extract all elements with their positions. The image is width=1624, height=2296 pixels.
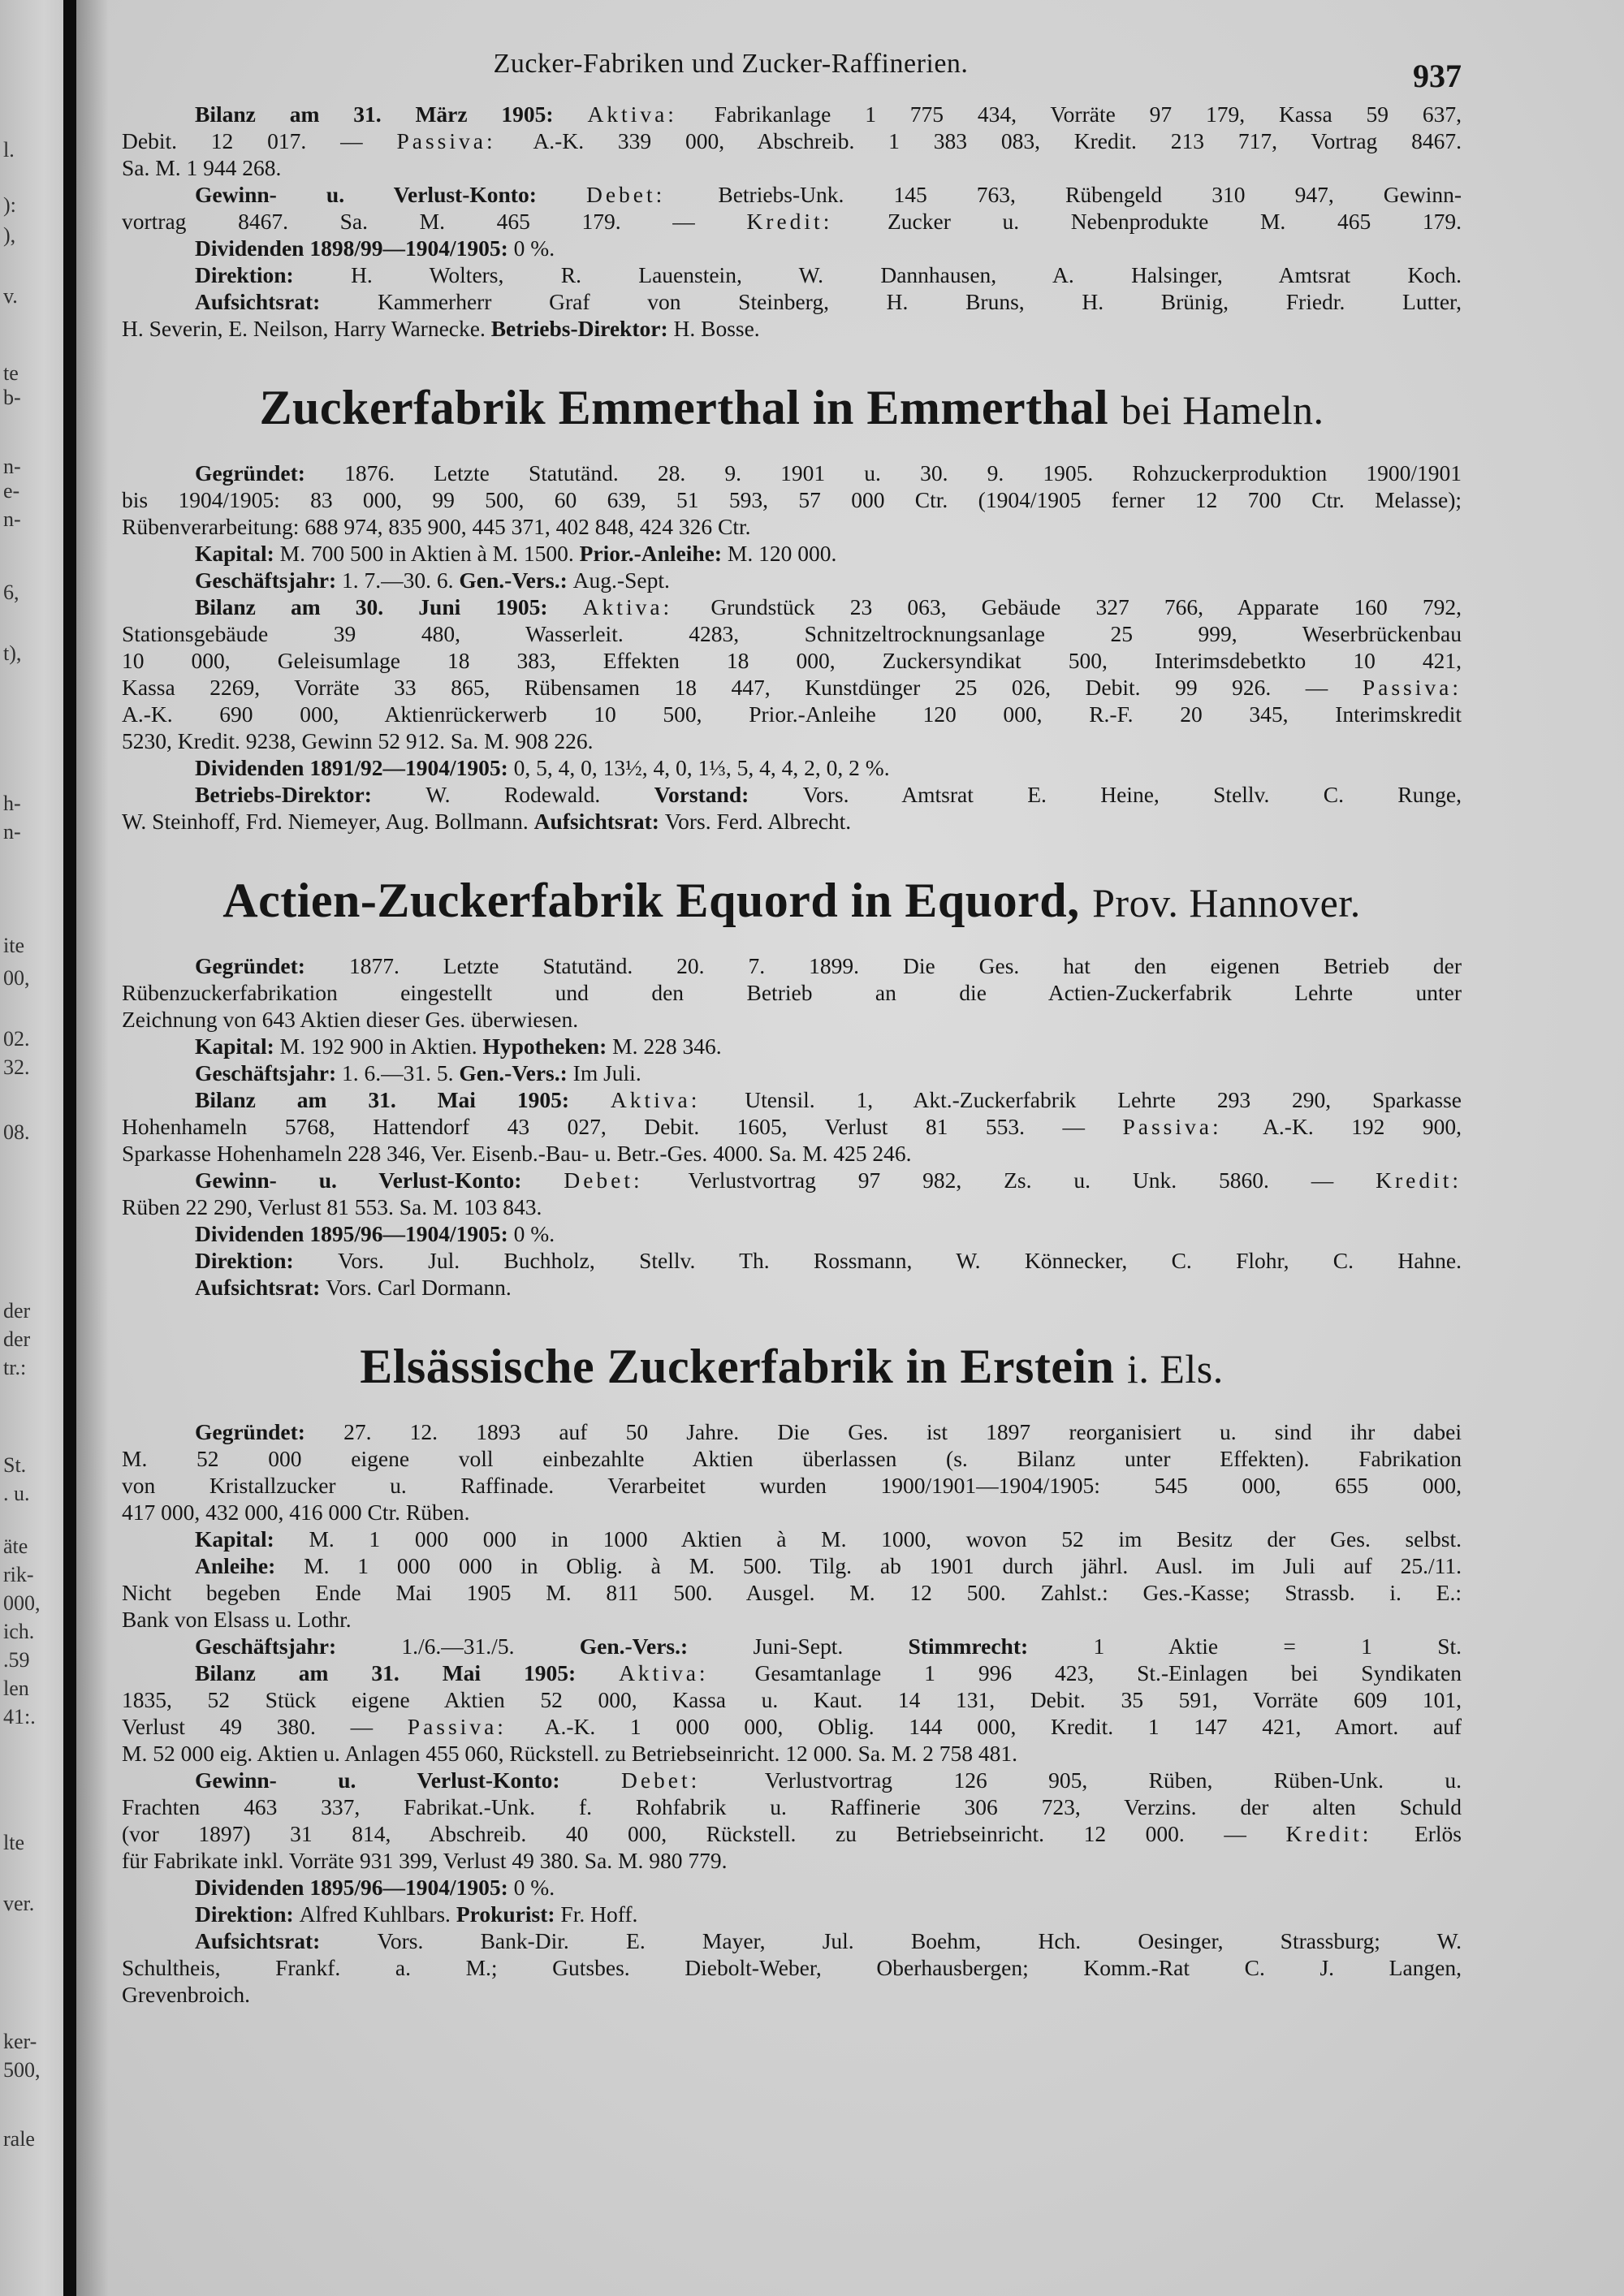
text-line: [122, 1499, 1462, 1526]
field-value: Vors. Jul. Buchholz, Stellv. Th. Rossmann, W. Könnecker, C. Flohr, C. Hahne.: [338, 1248, 1462, 1273]
field-label: Dividenden 1891/92—1904/1905:: [195, 755, 514, 780]
spaced-label: Passiva:: [1362, 675, 1462, 700]
field-label: Gegründet:: [195, 460, 345, 486]
facing-page-fragment: . u.: [3, 1482, 30, 1505]
facing-page-fragment: lte: [3, 1831, 24, 1854]
text-line: [122, 1006, 1462, 1033]
text-line: [122, 1713, 1462, 1740]
field-label: Betriebs-Direktor:: [195, 782, 426, 807]
field-label: Dividenden 1895/96—1904/1905:: [195, 1221, 514, 1246]
field-value: Verlustvortrag 97 982, Zs. u. Unk. 5860. —: [688, 1167, 1376, 1193]
field-value: M. 52 000 eig. Aktien u. Anlagen 455 060, Rückstell. zu Betriebseinricht. 12 000. Sa. M. 2 758 481.: [122, 1741, 1017, 1766]
field-value: Nicht begeben Ende Mai 1905 M. 811 500. Ausgel. M. 12 500. Zahlst.: Ges.-Kasse; Strassb. i. E.:: [122, 1580, 1462, 1605]
field-value: Zucker u. Nebenprodukte M. 465 179.: [888, 209, 1462, 234]
facing-page-fragment: 41:.: [3, 1705, 36, 1728]
spaced-label: Aktiva:: [582, 594, 711, 619]
field-label: Aufsichtsrat:: [195, 289, 378, 314]
facing-page-fragment: der: [3, 1327, 31, 1351]
facing-page-fragment: 500,: [3, 2058, 41, 2082]
text-line: [122, 1981, 1462, 2008]
field-value: Utensil. 1, Akt.-Zuckerfabrik Lehrte 293 290, Sparkasse: [745, 1087, 1462, 1112]
text-line: [122, 460, 1462, 486]
field-value: 1. 7.—30. 6.: [342, 568, 460, 593]
field-value: Im Juli.: [572, 1060, 641, 1085]
spaced-label: Kredit:: [746, 209, 888, 234]
field-label: Geschäftsjahr:: [195, 1060, 343, 1085]
field-value: Verlust 49 380. —: [122, 1714, 408, 1739]
text-line: [122, 754, 1462, 781]
facing-page-fragment: ite: [3, 934, 24, 957]
company-entry: [122, 1338, 1462, 2008]
facing-page-fragment: len: [3, 1677, 29, 1700]
field-value: vortrag 8467. Sa. M. 465 179. —: [122, 209, 747, 234]
field-value: Rübenverarbeitung: 688 974, 835 900, 445 371, 402 848, 424 326 Ctr.: [122, 514, 751, 539]
text-line: [122, 1874, 1462, 1901]
facing-page-fragment: 32.: [3, 1055, 30, 1079]
field-label: Gewinn- u. Verlust-Konto:: [195, 1167, 564, 1193]
field-value: Frachten 463 337, Fabrikat.-Unk. f. Rohfabrik u. Raffinerie 306 723, Verzins. der alten Schuld: [122, 1794, 1462, 1819]
field-label: Geschäftsjahr:: [195, 568, 343, 593]
field-label: Hypotheken:: [482, 1034, 613, 1059]
field-value: 0 %.: [513, 1875, 555, 1900]
text-line: [122, 1220, 1462, 1247]
facing-page-fragment: t),: [3, 641, 22, 665]
facing-page-fragment: ker-: [3, 2030, 37, 2053]
facing-page-fragment: v.: [3, 284, 18, 308]
text-line: [122, 1740, 1462, 1767]
text-line: [122, 647, 1462, 674]
spaced-label: Aktiva:: [610, 1087, 745, 1112]
field-value: W. Rodewald.: [425, 782, 654, 807]
field-label: Geschäftsjahr:: [195, 1634, 402, 1659]
field-label: Vorstand:: [654, 782, 803, 807]
facing-page-fragment: 00,: [3, 966, 30, 990]
field-value: Erlös: [1414, 1821, 1462, 1846]
field-value: A.-K. 339 000, Abschreib. 1 383 083, Kredit. 213 717, Vortrag 8467.: [533, 128, 1462, 153]
field-value: Vors. Carl Dormann.: [326, 1275, 512, 1300]
field-value: Betriebs-Unk. 145 763, Rübengeld 310 947, Gewinn-: [718, 182, 1462, 207]
field-value: 1. 6.—31. 5.: [342, 1060, 460, 1085]
text-line: [122, 127, 1462, 154]
field-value: von Kristallzucker u. Raffinade. Verarbeitet wurden 1900/1901—1904/1905: 545 000, 655 000,: [122, 1473, 1462, 1498]
field-value: Grevenbroich.: [122, 1982, 251, 2007]
text-line: [122, 593, 1462, 620]
field-value: Vors. Bank-Dir. E. Mayer, Jul. Boehm, Hch. Oesinger, Strassburg; W.: [377, 1928, 1462, 1953]
field-value: 1./6.—31./5.: [401, 1634, 580, 1659]
facing-page-fragment: h-: [3, 792, 21, 815]
field-value: Zeichnung von 643 Aktien dieser Ges. überwiesen.: [122, 1007, 579, 1032]
text-line: [122, 781, 1462, 808]
spaced-label: Passiva:: [407, 1714, 545, 1739]
field-value: Juni-Sept.: [753, 1634, 909, 1659]
field-label: Gen.-Vers.:: [459, 568, 573, 593]
text-line: [122, 1659, 1462, 1686]
field-value: 27. 12. 1893 auf 50 Jahre. Die Ges. ist 1897 reorganisiert u. sind ihr dabei: [343, 1419, 1462, 1444]
field-value: M. 1 000 000 in 1000 Aktien à M. 1000, wovon 52 im Besitz der Ges. selbst.: [309, 1526, 1462, 1552]
text-line: [122, 315, 1462, 342]
field-value: M. 1 000 000 in Oblig. à M. 500. Tilg. ab 1901 durch jährl. Ausl. im Juli auf 25./11.: [304, 1553, 1462, 1578]
field-value: H. Wolters, R. Lauenstein, W. Dannhausen, A. Halsinger, Amtsrat Koch.: [351, 262, 1462, 287]
gutter-shadow: [76, 0, 109, 2296]
field-value: H. Severin, E. Neilson, Harry Warnecke.: [122, 316, 491, 341]
facing-page-fragment: te: [3, 361, 19, 385]
field-value: 0, 5, 4, 0, 13½, 4, 0, 1⅓, 5, 4, 4, 2, 0, 2 %.: [513, 755, 890, 780]
field-label: Aufsichtsrat:: [195, 1275, 326, 1300]
text-line: [122, 181, 1462, 208]
text-line: [122, 1847, 1462, 1874]
facing-page-edge: [0, 0, 63, 2296]
company-title: [122, 379, 1462, 438]
facing-page-fragment: l.: [3, 138, 15, 162]
field-value: M. 192 900 in Aktien.: [279, 1034, 483, 1059]
field-value: 1877. Letzte Statutänd. 20. 7. 1899. Die Ges. hat den eigenen Betrieb der: [348, 953, 1462, 978]
field-value: 417 000, 432 000, 416 000 Ctr. Rüben.: [122, 1500, 470, 1525]
field-label: Gegründet:: [195, 953, 349, 978]
text-line: [122, 620, 1462, 647]
text-line: [122, 1033, 1462, 1060]
text-line: [122, 1606, 1462, 1633]
spaced-label: Debet:: [564, 1167, 689, 1193]
spaced-label: Aktiva:: [587, 101, 715, 127]
field-value: Verlustvortrag 126 905, Rüben, Rüben-Unk. u.: [764, 1767, 1462, 1793]
spaced-label: Kredit:: [1285, 1821, 1415, 1846]
facing-page-fragment: e-: [3, 479, 20, 503]
text-line: [122, 567, 1462, 593]
field-value: M. 120 000.: [727, 541, 837, 566]
field-value: 1 Aktie = 1 St.: [1093, 1634, 1462, 1659]
field-label: Prokurist:: [456, 1901, 561, 1927]
text-line: [122, 235, 1462, 261]
field-value: (vor 1897) 31 814, Abschreib. 40 000, Rückstell. zu Betriebseinricht. 12 000. —: [122, 1821, 1286, 1846]
facing-page-fragment: n-: [3, 455, 21, 478]
text-line: [122, 1445, 1462, 1472]
company-name: Elsässische Zuckerfabrik in Erstein: [360, 1340, 1115, 1393]
field-label: Prior.-Anleihe:: [579, 541, 728, 566]
field-value: Bank von Elsass u. Lothr.: [122, 1607, 352, 1632]
field-label: Kapital:: [195, 541, 280, 566]
text-line: [122, 486, 1462, 513]
field-value: Rüben 22 290, Verlust 81 553. Sa. M. 103 843.: [122, 1194, 542, 1219]
field-label: Kapital:: [195, 1526, 309, 1552]
spaced-label: Passiva:: [1122, 1114, 1263, 1139]
field-value: Kassa 2269, Vorräte 33 865, Rübensamen 18 447, Kunstdünger 25 026, Debit. 99 926. —: [122, 675, 1363, 700]
field-value: für Fabrikate inkl. Vorräte 931 399, Verlust 49 380. Sa. M. 980 779.: [122, 1848, 728, 1873]
book-gutter: [63, 0, 76, 2296]
facing-page-fragment: n-: [3, 507, 21, 531]
field-value: 5230, Kredit. 9238, Gewinn 52 912. Sa. M. 908 226.: [122, 728, 594, 753]
field-label: Bilanz am 31. Mai 1905:: [195, 1087, 611, 1112]
spaced-label: Passiva:: [396, 128, 533, 153]
text-line: [122, 208, 1462, 235]
text-line: [122, 979, 1462, 1006]
text-line: [122, 101, 1462, 127]
text-line: [122, 1086, 1462, 1113]
facing-page-fragment: rik-: [3, 1563, 34, 1586]
text-line: [122, 701, 1462, 727]
text-line: [122, 1418, 1462, 1445]
field-value: A.-K. 690 000, Aktienrückerwerb 10 500, Prior.-Anleihe 120 000, R.-F. 20 345, Interimskredit: [122, 701, 1462, 727]
company-entry: [122, 101, 1462, 342]
field-label: Bilanz am 30. Juni 1905:: [195, 594, 583, 619]
text-line: [122, 1113, 1462, 1140]
text-line: [122, 1274, 1462, 1301]
page-number: 937: [1413, 58, 1462, 94]
running-header: [122, 32, 1462, 97]
field-value: Fr. Hoff.: [560, 1901, 638, 1927]
field-label: Bilanz am 31. März 1905:: [195, 101, 588, 127]
field-label: Gegründet:: [195, 1419, 344, 1444]
facing-page-fragment: n-: [3, 820, 21, 844]
field-value: Sparkasse Hohenhameln 228 346, Ver. Eisenb.-Bau- u. Betr.-Ges. 4000. Sa. M. 425 246.: [122, 1141, 912, 1166]
field-value: H. Bosse.: [673, 316, 760, 341]
facing-page-fragment: 08.: [3, 1120, 30, 1144]
company-title: [122, 1338, 1462, 1397]
facing-page-fragment: 000,: [3, 1591, 41, 1615]
spaced-label: Kredit:: [1376, 1167, 1462, 1193]
field-value: Rübenzuckerfabrikation eingestellt und den Betrieb an die Actien-Zuckerfabrik Lehrte unter: [122, 980, 1462, 1005]
text-line: [122, 1060, 1462, 1086]
company-title: [122, 872, 1462, 931]
text-line: [122, 1820, 1462, 1847]
field-value: M. 228 346.: [612, 1034, 722, 1059]
field-label: Kapital:: [195, 1034, 280, 1059]
text-line: [122, 1552, 1462, 1579]
field-label: Betriebs-Direktor:: [490, 316, 674, 341]
field-label: Aufsichtsrat:: [195, 1928, 378, 1953]
facing-page-fragment: St.: [3, 1453, 27, 1477]
field-label: Anleihe:: [195, 1553, 304, 1578]
field-label: Dividenden 1898/99—1904/1905:: [195, 235, 514, 261]
field-label: Direktion:: [195, 1248, 339, 1273]
facing-page-fragment: 02.: [3, 1027, 30, 1051]
field-value: 10 000, Geleisumlage 18 383, Effekten 18 000, Zuckersyndikat 500, Interimsdebetkto 10 421,: [122, 648, 1462, 673]
text-line: [122, 1793, 1462, 1820]
text-line: [122, 727, 1462, 754]
facing-page-fragment: der: [3, 1299, 31, 1323]
facing-page-fragment: ),: [3, 223, 16, 247]
text-line: [122, 1472, 1462, 1499]
text-line: [122, 261, 1462, 288]
field-label: Gewinn- u. Verlust-Konto:: [195, 1767, 621, 1793]
field-value: A.-K. 1 000 000, Oblig. 144 000, Kredit. 1 147 421, Amort. auf: [544, 1714, 1462, 1739]
field-label: Direktion:: [195, 1901, 300, 1927]
company-entry: [122, 379, 1462, 835]
field-value: bis 1904/1905: 83 000, 99 500, 60 639, 51 593, 57 000 Ctr. (1904/1905 ferner 12 700 Ctr. Melasse);: [122, 487, 1462, 512]
facing-page-fragment: ):: [3, 193, 16, 217]
field-value: 1835, 52 Stück eigene Aktien 52 000, Kassa u. Kaut. 14 131, Debit. 35 591, Vorräte 609 101,: [122, 1687, 1462, 1712]
text-line: [122, 288, 1462, 315]
facing-page-fragment: ich.: [3, 1620, 35, 1643]
text-line: [122, 154, 1462, 181]
text-line: [122, 1686, 1462, 1713]
field-value: 0 %.: [513, 235, 555, 261]
spaced-label: Aktiva:: [619, 1660, 755, 1685]
text-line: [122, 1954, 1462, 1981]
field-value: 1876. Letzte Statutänd. 28. 9. 1901 u. 30. 9. 1905. Rohzuckerproduktion 1900/1901: [344, 460, 1462, 486]
text-line: [122, 952, 1462, 979]
facing-page-fragment: ver.: [3, 1892, 35, 1915]
field-value: Schultheis, Frankf. a. M.; Gutsbes. Diebolt-Weber, Oberhausbergen; Komm.-Rat C. J. Langen,: [122, 1955, 1462, 1980]
field-value: Aug.-Sept.: [572, 568, 670, 593]
field-value: Kammerherr Graf von Steinberg, H. Bruns, H. Brünig, Friedr. Lutter,: [377, 289, 1462, 314]
text-line: [122, 1927, 1462, 1954]
company-location: Prov. Hannover.: [1092, 880, 1361, 926]
company-name: Zuckerfabrik Emmerthal in Emmerthal: [259, 381, 1109, 434]
text-line: [122, 1526, 1462, 1552]
text-line: [122, 540, 1462, 567]
text-line: [122, 1767, 1462, 1793]
field-value: Debit. 12 017. —: [122, 128, 397, 153]
field-value: A.-K. 192 900,: [1263, 1114, 1462, 1139]
spaced-label: Debet:: [585, 182, 719, 207]
field-value: M. 700 500 in Aktien à M. 1500.: [279, 541, 580, 566]
company-entry: [122, 872, 1462, 1301]
field-label: Bilanz am 31. Mai 1905:: [195, 1660, 620, 1685]
field-value: Stationsgebäude 39 480, Wasserleit. 4283, Schnitzeltrocknungsanlage 25 999, Weserbrückenbau: [122, 621, 1462, 646]
text-line: [122, 513, 1462, 540]
field-label: Direktion:: [195, 262, 352, 287]
field-value: Fabrikanlage 1 775 434, Vorräte 97 179, Kassa 59 637,: [714, 101, 1462, 127]
field-label: Gewinn- u. Verlust-Konto:: [195, 182, 586, 207]
field-value: Vors. Ferd. Albrecht.: [664, 809, 852, 834]
company-name: Actien-Zuckerfabrik Equord in Equord,: [222, 874, 1080, 927]
spaced-label: Debet:: [620, 1767, 765, 1793]
field-value: Sa. M. 1 944 268.: [122, 155, 282, 180]
text-line: [122, 1247, 1462, 1274]
text-line: [122, 1579, 1462, 1606]
field-value: M. 52 000 eigene voll einbezahlte Aktien überlassen (s. Bilanz unter Effekten). Fabrikation: [122, 1446, 1462, 1471]
text-line: [122, 808, 1462, 835]
facing-page-fragment: äte: [3, 1534, 28, 1558]
text-line: [122, 1140, 1462, 1167]
text-line: [122, 1167, 1462, 1193]
facing-page-fragment: .59: [3, 1648, 30, 1672]
running-title: Zucker-Fabriken und Zucker-Raffinerien.: [493, 49, 969, 79]
text-line: [122, 1633, 1462, 1659]
company-location: i. Els.: [1126, 1346, 1224, 1392]
facing-page-fragment: b-: [3, 386, 21, 409]
field-value: Gesamtanlage 1 996 423, St.-Einlagen bei Syndikaten: [754, 1660, 1462, 1685]
field-label: Gen.-Vers.:: [579, 1634, 754, 1659]
field-label: Gen.-Vers.:: [459, 1060, 573, 1085]
field-value: W. Steinhoff, Frd. Niemeyer, Aug. Bollmann.: [122, 809, 534, 834]
field-label: Dividenden 1895/96—1904/1905:: [195, 1875, 514, 1900]
text-line: [122, 1193, 1462, 1220]
facing-page-fragment: rale: [3, 2127, 35, 2151]
field-value: 0 %.: [513, 1221, 555, 1246]
company-location: bei Hameln.: [1121, 387, 1324, 433]
field-label: Stimmrecht:: [908, 1634, 1094, 1659]
facing-page-fragment: tr.:: [3, 1356, 27, 1379]
text-line: [122, 674, 1462, 701]
field-value: Hohenhameln 5768, Hattendorf 43 027, Debit. 1605, Verlust 81 553. —: [122, 1114, 1123, 1139]
facing-page-fragment: 6,: [3, 580, 19, 604]
field-value: Vors. Amtsrat E. Heine, Stellv. C. Runge,: [802, 782, 1462, 807]
document-page: [122, 32, 1462, 2008]
text-line: [122, 1901, 1462, 1927]
field-value: Alfred Kuhlbars.: [299, 1901, 456, 1927]
entries-container: [122, 101, 1462, 2008]
field-label: Aufsichtsrat:: [533, 809, 665, 834]
field-value: Grundstück 23 063, Gebäude 327 766, Apparate 160 792,: [710, 594, 1462, 619]
